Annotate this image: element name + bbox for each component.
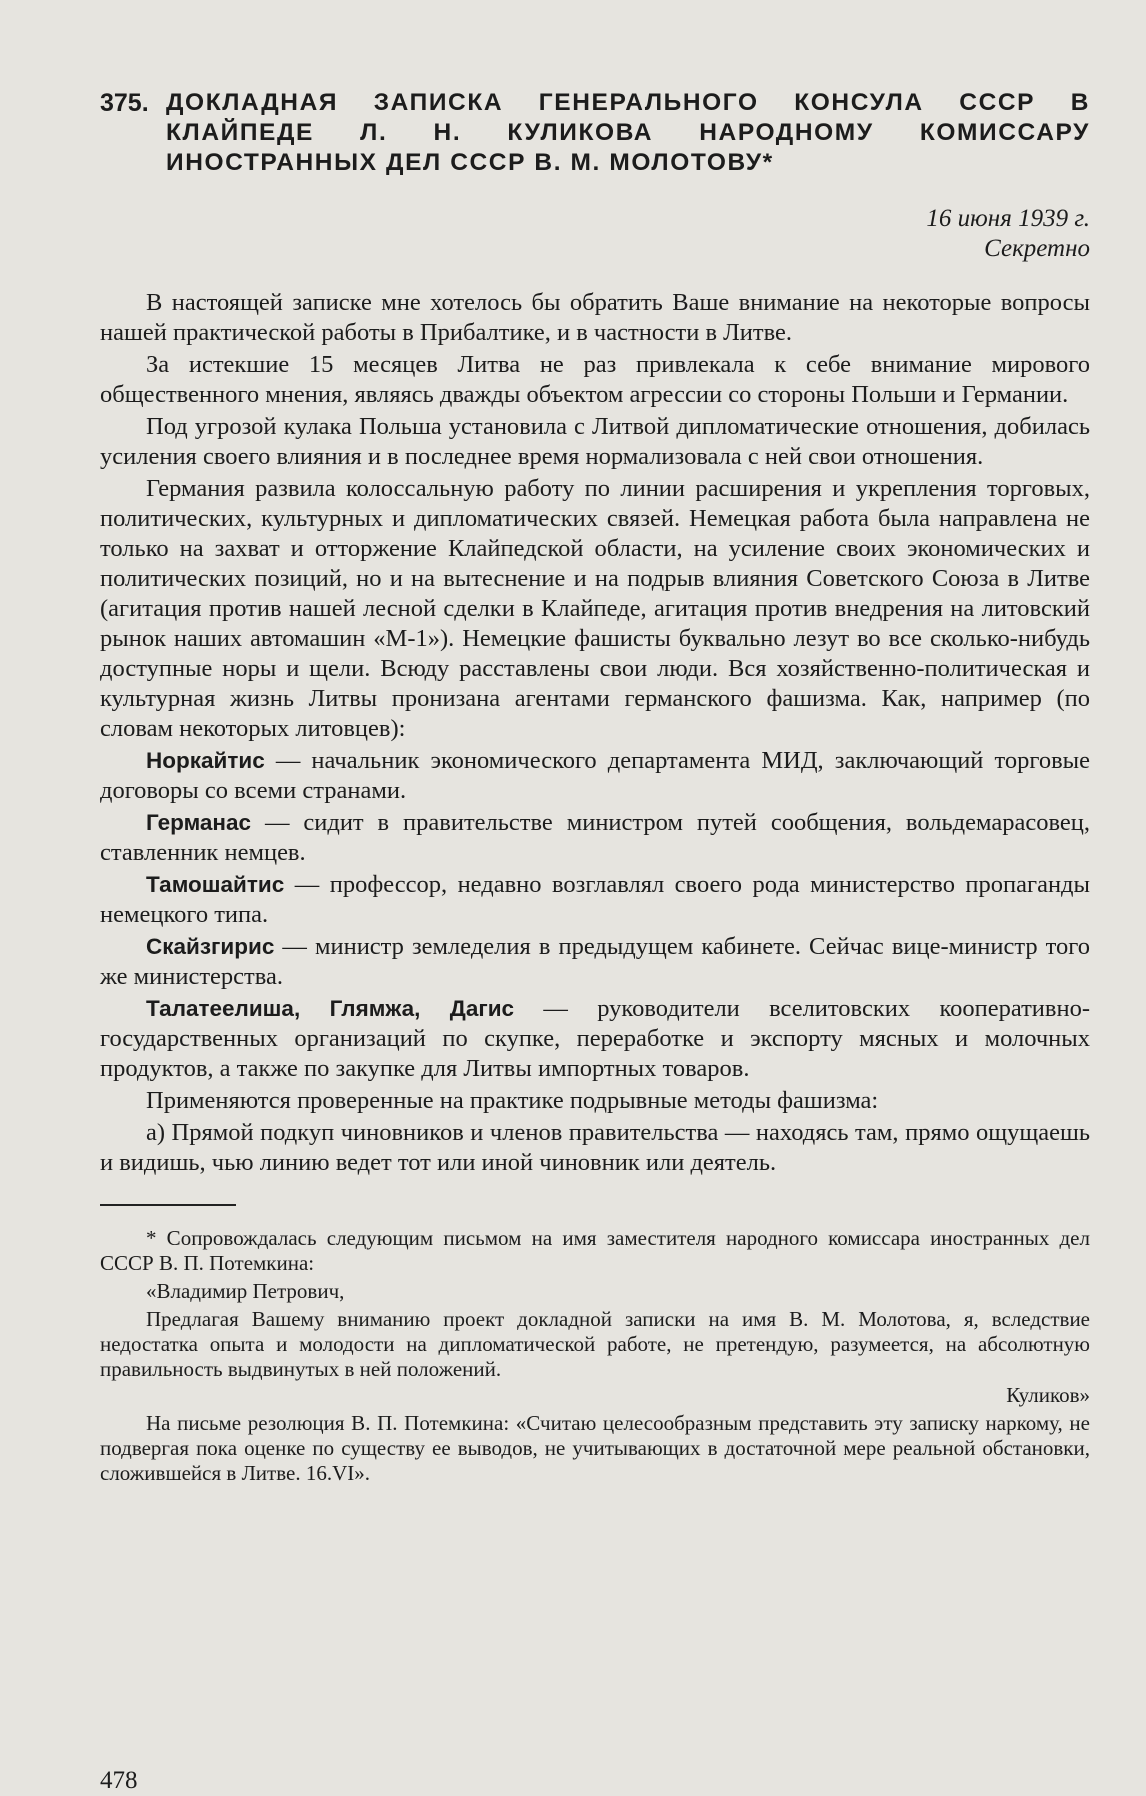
person-description: — начальник экономического департамента МИД, заключающий торговые договоры со всеми странами.	[100, 747, 1090, 804]
person-name: Норкайтис	[146, 748, 265, 773]
person-entry	[100, 808, 1090, 868]
footnote-divider	[100, 1204, 236, 1206]
document-body	[100, 288, 1090, 1178]
paragraph: Под угрозой кулака Польша установила с Литвой дипломатические отношения, добилась усиления своего влияния и в последнее время нормализовала с ней свои отношения.	[100, 413, 1090, 470]
footnote-resolution: На письме резолюция В. П. Потемкина: «Считаю целесообразным представить эту записку наркому, не подвергая пока оценке по существу ее выводов, не учитывающих в достаточной мере реальной обстановки, сложившейся в Литве. 16.VI».	[100, 1411, 1090, 1485]
footnote	[100, 1226, 1090, 1486]
footnote-signature: Куликов»	[1006, 1383, 1090, 1407]
person-name: Скайзгирис	[146, 934, 275, 959]
footnote-salutation: «Владимир Петрович,	[146, 1279, 345, 1303]
page-number: 478	[100, 1767, 138, 1794]
document-classification: Секретно	[984, 235, 1090, 262]
person-description: — руководители вселитовских кооперативно-государственных организаций по скупке, переработке и экспорту мясных и молочных продуктов, а также по закупке для Литвы импортных товаров.	[100, 995, 1090, 1082]
paragraph: За истекшие 15 месяцев Литва не раз привлекала к себе внимание мирового общественного мнения, являясь дважды объектом агрессии со стороны Польши и Германии.	[100, 351, 1090, 408]
person-name: Тамошайтис	[146, 872, 285, 897]
person-name: Талатеелиша, Глямжа, Дагис	[146, 996, 515, 1021]
paragraph: Применяются проверенные на практике подрывные методы фашизма:	[146, 1087, 879, 1114]
document-number: 375.	[100, 89, 149, 117]
document-title: ДОКЛАДНАЯ ЗАПИСКА ГЕНЕРАЛЬНОГО КОНСУЛА СССР В КЛАЙПЕДЕ Л. Н. КУЛИКОВА НАРОДНОМУ КОМИССАРУ ИНОСТРАННЫХ ДЕЛ СССР В. М. МОЛОТОВУ*	[166, 89, 1090, 176]
person-entry	[100, 932, 1090, 992]
person-description: — профессор, недавно возглавлял своего рода министерство пропаганды немецкого типа.	[100, 871, 1090, 928]
person-entry	[100, 994, 1090, 1084]
person-entry	[100, 746, 1090, 806]
document-header	[100, 88, 1090, 178]
footnote-intro: * Сопровождалась следующим письмом на имя заместителя народного комиссара иностранных дел СССР В. П. Потемкина:	[100, 1226, 1090, 1275]
paragraph: а) Прямой подкуп чиновников и членов правительства — находясь там, прямо ощущаешь и видишь, чью линию ведет тот или иной чиновник или деятель.	[100, 1119, 1090, 1176]
footnote-letter: Предлагая Вашему вниманию проект докладной записки на имя В. М. Молотова, я, вследствие недостатка опыта и молодости на дипломатической работе, не претендую, разумеется, на абсолютную правильность выдвинутых в ней положений.	[100, 1307, 1090, 1381]
person-description: — сидит в правительстве министром путей сообщения, вольдемарасовец, ставленник немцев.	[100, 809, 1090, 866]
document-meta	[100, 204, 1090, 264]
person-description: — министр земледелия в предыдущем кабинете. Сейчас вице-министр того же министерства.	[100, 933, 1090, 990]
paragraph: В настоящей записке мне хотелось бы обратить Ваше внимание на некоторые вопросы нашей практической работы в Прибалтике, и в частности в Литве.	[100, 289, 1090, 346]
person-name: Германас	[146, 810, 252, 835]
paragraph: Германия развила колоссальную работу по линии расширения и укрепления торговых, политических, культурных и дипломатических связей. Немецкая работа была направлена не только на захват и отторжение Клайпедской области, на усиление своих экономических и политических позиций, но и на вытеснение и на подрыв влияния Советского Союза в Литве (агитация против нашей лесной сделки в Клайпеде, агитация против внедрения на литовский рынок наших автомашин «М-1»). Немецкие фашисты буквально лезут во все сколько-нибудь доступные норы и щели. Всюду расставлены свои люди. Вся хозяйственно-политическая и культурная жизнь Литвы пронизана агентами германского фашизма. Как, например (по словам некоторых литовцев):	[100, 475, 1090, 742]
document-date: 16 июня 1939 г.	[926, 205, 1090, 232]
person-entry	[100, 870, 1090, 930]
